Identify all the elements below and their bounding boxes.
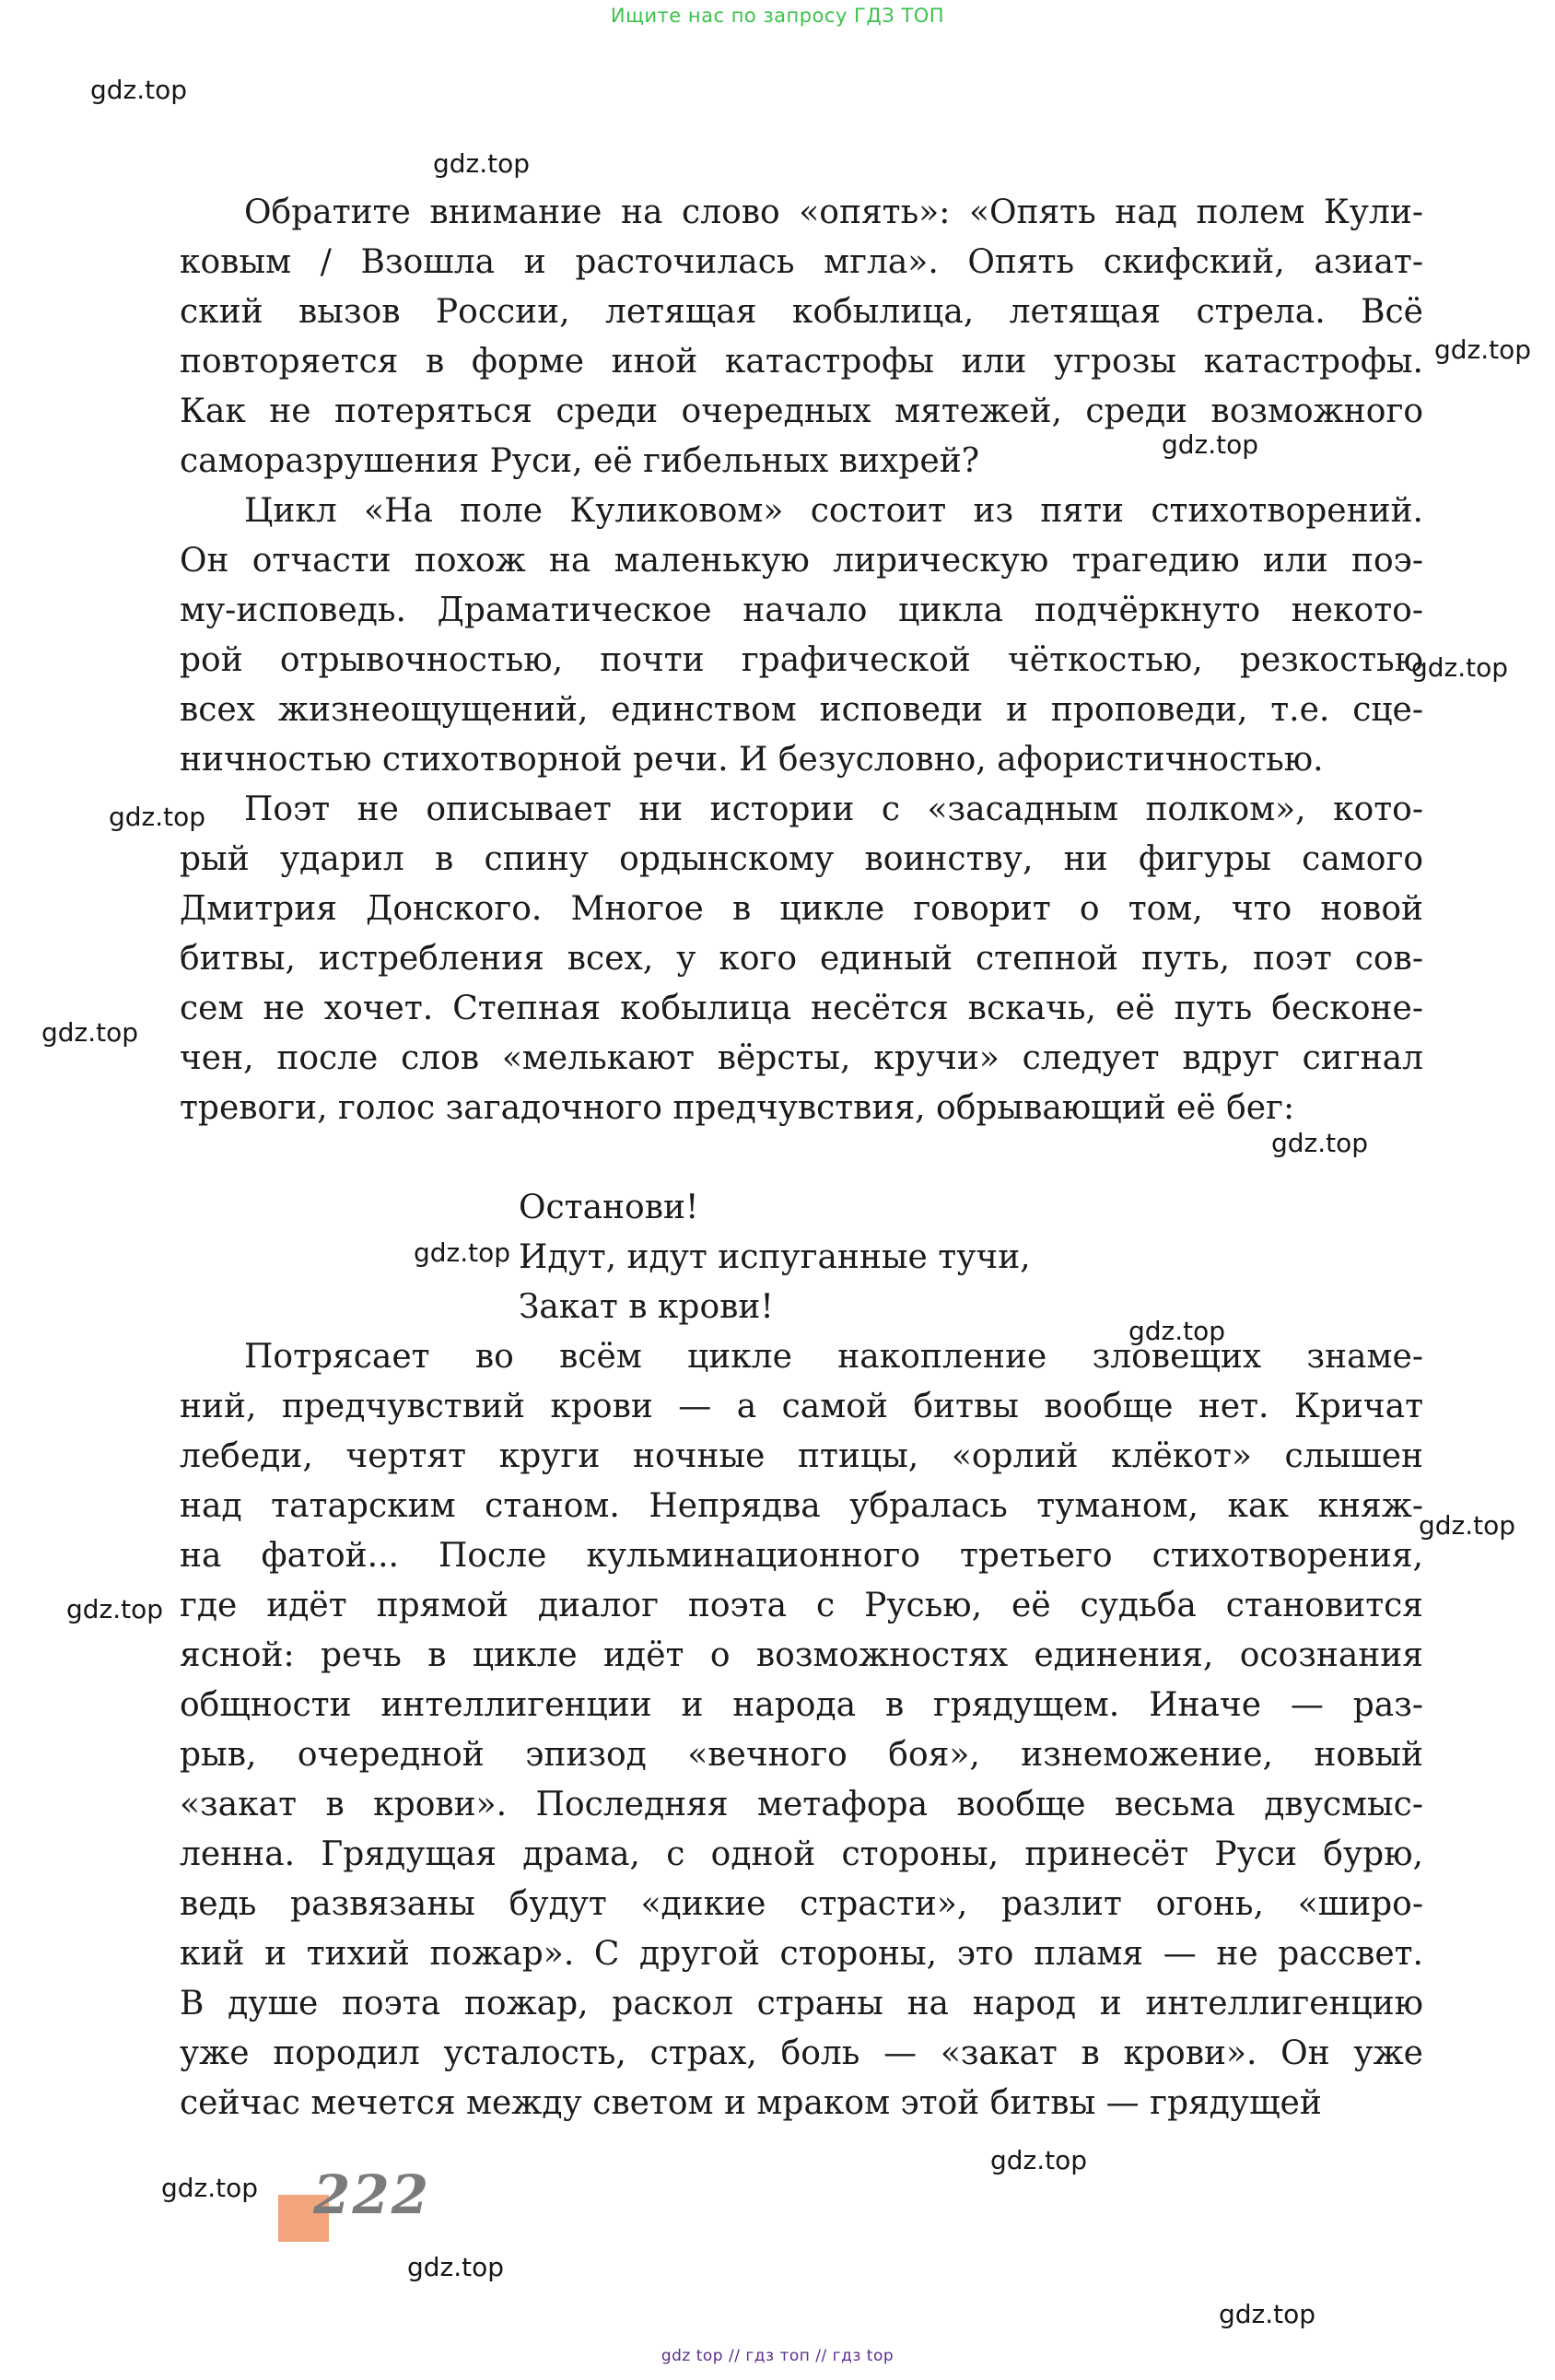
paragraph-3 [180, 785, 1423, 1133]
text-line: над татарским станом. Непрядва убралась туманом, как княж- [180, 1487, 1423, 1525]
gdz-watermark: gdz.top [66, 1594, 164, 1624]
text-line: сейчас мечется между светом и мраком этой битвы — грядущей [180, 2084, 1322, 2122]
paragraph-2 [180, 487, 1423, 785]
text-line: ленна. Грядущая драма, с одной стороны, принесёт Руси бурю, [180, 1835, 1423, 1873]
text-line: ний, предчувствий крови — а самой битвы вообще нет. Кричат [180, 1388, 1423, 1425]
text-line: Цикл «На поле Куликовом» состоит из пяти стихотворений. [244, 492, 1423, 530]
text-line: саморазрушения Руси, её гибельных вихрей? [180, 442, 979, 480]
page-number: 222 [313, 2163, 431, 2226]
text-line: повторяется в форме иной катастрофы или угрозы катастрофы. [180, 343, 1423, 381]
text-line: тревоги, голос загадочного предчувствия, обрывающий её бег: [180, 1089, 1295, 1127]
text-line: на фатой... После кульминационного третьего стихотворения, [180, 1537, 1423, 1575]
text-line: ясной: речь в цикле идёт о возможностях единения, осознания [180, 1636, 1423, 1674]
gdz-watermark: gdz.top [1411, 652, 1509, 683]
text-line: битвы, истребления всех, у кого единый степной путь, поэт сов- [180, 940, 1423, 978]
gdz-watermark: gdz.top [1434, 334, 1532, 365]
gdz-watermark: gdz.top [1271, 1128, 1369, 1158]
text-line: общности интеллигенции и народа в грядущем. Иначе — раз- [180, 1686, 1423, 1724]
gdz-watermark: gdz.top [1419, 1510, 1516, 1541]
text-line: ковым / Взошла и расточилась мгла». Опять скифский, азиат- [180, 243, 1423, 281]
text-line: сем не хочет. Степная кобылица несётся вскачь, её путь бесконе- [180, 990, 1423, 1027]
gdz-watermark: gdz.top [1162, 429, 1259, 460]
text-line: лебеди, чертят круги ночные птицы, «орлий клёкот» слышен [180, 1437, 1423, 1475]
promo-banner-top: Ищите нас по запросу ГДЗ ТОП [610, 5, 945, 27]
text-line: где идёт прямой диалог поэта с Русью, её судьба становится [180, 1587, 1423, 1624]
text-line: Идут, идут испуганные тучи, [519, 1238, 1031, 1276]
text-line: Как не потеряться среди очередных мятежей, среди возможного [180, 393, 1423, 430]
text-line: Останови! [519, 1189, 699, 1226]
text-line: рый ударил в спину ордынскому воинству, ни фигуры самого [180, 840, 1423, 878]
text-line: рыв, очередной эпизод «вечного боя», изнеможение, новый [180, 1736, 1423, 1774]
gdz-watermark: gdz.top [109, 802, 206, 832]
paragraph-4 [180, 1332, 1423, 2128]
article-text [180, 188, 1423, 2128]
text-line: кий и тихий пожар». С другой стороны, это пламя — не рассвет. [180, 1935, 1423, 1973]
paragraph-1 [180, 188, 1423, 487]
text-line: Закат в крови! [519, 1288, 774, 1326]
gdz-watermark: gdz.top [433, 148, 531, 179]
text-line: ведь развязаны будут «дикие страсти», разлит огонь, «широ- [180, 1885, 1423, 1923]
text-line: Обратите внимание на слово «опять»: «Опять над полем Кули- [244, 193, 1423, 231]
text-line: Он отчасти похож на маленькую лирическую трагедию или поэ- [180, 542, 1423, 580]
gdz-watermark: gdz.top [161, 2173, 259, 2203]
gdz-watermark: gdz.top [41, 1017, 139, 1048]
verse-quote [519, 1183, 1423, 1332]
text-line: ничностью стихотворной речи. И безусловно, афористичностью. [180, 741, 1324, 779]
text-line: рой отрывочностью, почти графической чёткостью, резкостью [180, 641, 1423, 679]
gdz-watermark: gdz.top [407, 2252, 505, 2282]
gdz-watermark: gdz.top [414, 1237, 511, 1268]
text-line: Поэт не описывает ни истории с «засадным полком», кото- [244, 791, 1423, 828]
gdz-watermark: gdz.top [1219, 2299, 1316, 2329]
text-line: «закат в крови». Последняя метафора вообще весьма двусмыс- [180, 1786, 1423, 1823]
text-line: Потрясает во всём цикле накопление зловещих знаме- [244, 1338, 1423, 1376]
text-line: В душе поэта пожар, раскол страны на народ и интеллигенцию [180, 1985, 1423, 2022]
promo-banner-bottom: gdz top // гдз топ // гдз top [661, 2347, 894, 2365]
text-line: всех жизнеощущений, единством исповеди и проповеди, т.е. сце- [180, 691, 1423, 729]
text-line: Дмитрия Донского. Многое в цикле говорит о том, что новой [180, 890, 1423, 928]
gdz-watermark: gdz.top [90, 75, 188, 105]
gdz-watermark: gdz.top [1128, 1316, 1226, 1346]
text-line: уже породил усталость, страх, боль — «закат в крови». Он уже [180, 2034, 1423, 2072]
text-line: ский вызов России, летящая кобылица, летящая стрела. Всё [180, 293, 1423, 331]
text-line: му-исповедь. Драматическое начало цикла подчёркнуто некото- [180, 592, 1423, 629]
gdz-watermark: gdz.top [990, 2145, 1088, 2175]
text-line: чен, после слов «мелькают вёрсты, кручи» следует вдруг сигнал [180, 1039, 1423, 1077]
